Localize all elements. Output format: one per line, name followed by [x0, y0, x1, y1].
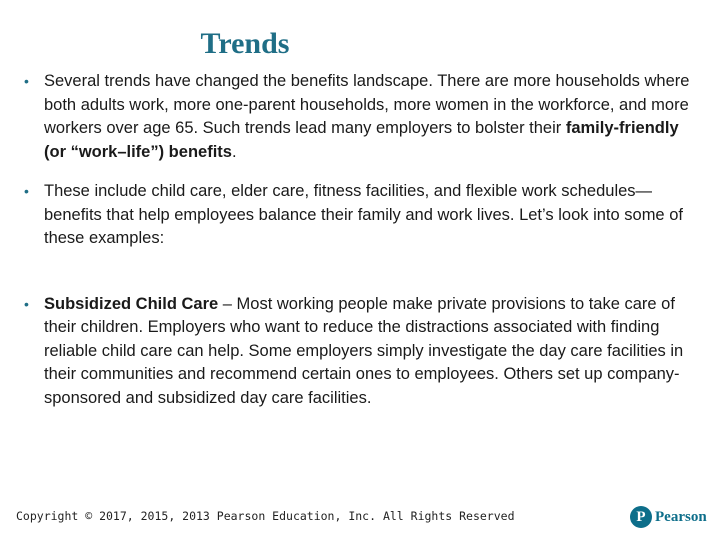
bullet-text: Several trends have changed the benefits landscape. There are more households where both adults work, more one-parent households, more women in the workforce, and more workers over age 65. Such trends lead many employers to bolster their: [44, 72, 690, 137]
pearson-logo-text: Pearson: [655, 508, 707, 525]
bullet-dot-icon: •: [24, 73, 29, 89]
pearson-logo: [630, 506, 707, 528]
bullet-bold-text: family-friendly (or “work–life”) benefits: [44, 119, 679, 161]
slide-title: Trends: [200, 27, 290, 60]
bullet-text: – Most working people make private provisions to take care of their children. Employers who want to reduce the distractions associated with finding reliable child care can help. Some employers simply investigate the day care facilities in their communities and recommend certain ones to employees. Others set up company-sponsored and subsidized day care facilities.: [44, 294, 684, 407]
bullet-item-trends: [24, 70, 704, 164]
bullet-bold-text: Subsidized Child Care: [44, 294, 219, 313]
copyright-footer: Copyright © 2017, 2015, 2013 Pearson Education, Inc. All Rights Reserved: [16, 509, 515, 523]
bullet-list: [24, 70, 704, 410]
bullet-item-child-care: [24, 293, 704, 411]
bullet-dot-icon: •: [24, 183, 29, 199]
bullet-item-examples: [24, 180, 704, 251]
pearson-logo-icon: P: [630, 506, 652, 528]
bullet-text: These include child care, elder care, fitness facilities, and flexible work schedules—benefits that help employees balance their family and work lives. Let’s look into some of these examples:: [44, 182, 683, 247]
bullet-dot-icon: •: [24, 295, 29, 312]
bullet-text-end: .: [231, 142, 237, 161]
